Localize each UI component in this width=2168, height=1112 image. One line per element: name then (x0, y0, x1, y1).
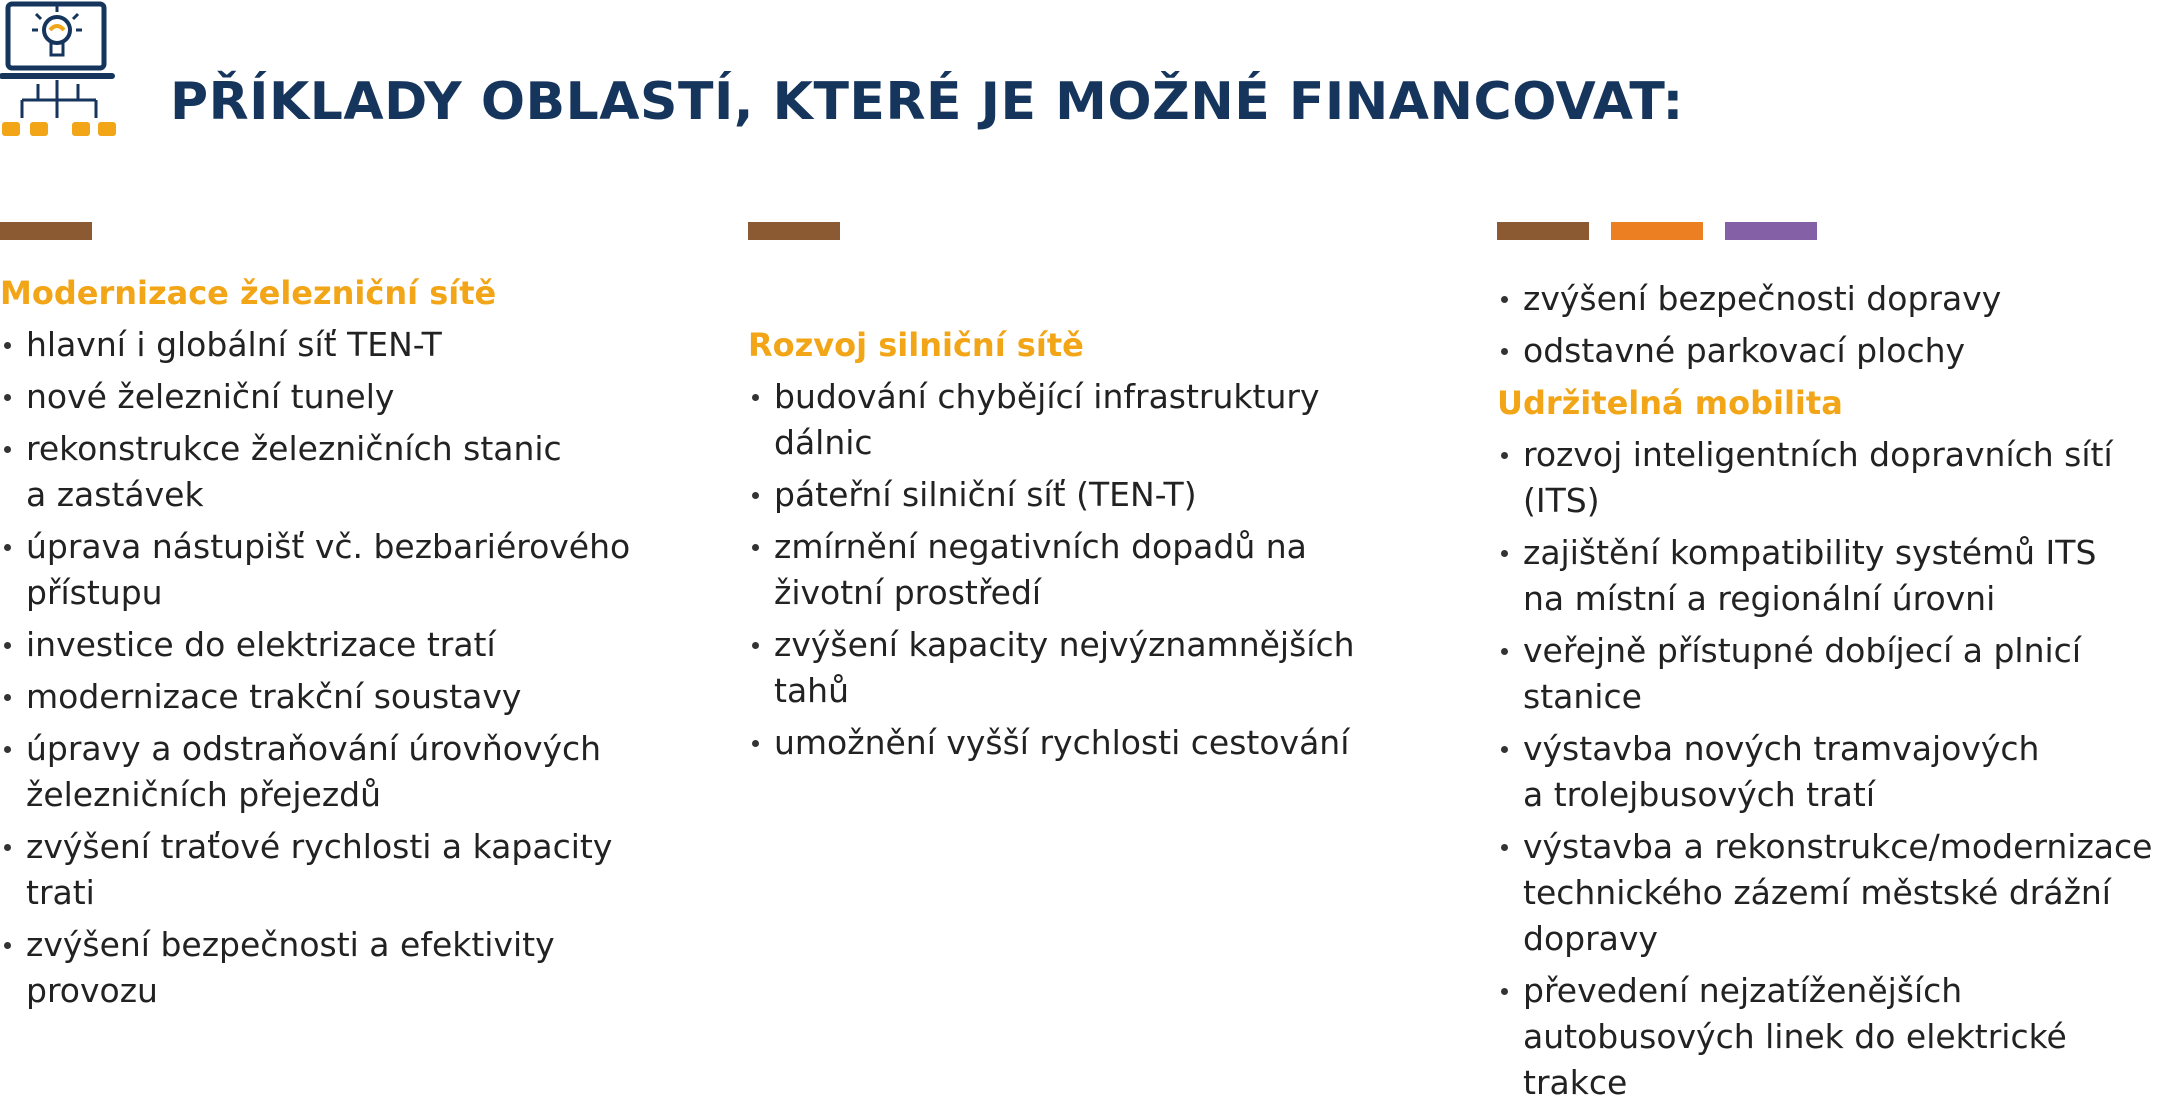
road-continued-list (1497, 276, 2167, 374)
list-item (748, 720, 1398, 766)
list-item-text: odstavné parkovací plochy (1523, 331, 1966, 370)
list-item-text: modernizace trakční soustavy (26, 677, 522, 716)
list-item-text: nové železniční tunely (26, 377, 395, 416)
bullet-icon (752, 394, 759, 401)
color-bar-brown (748, 222, 840, 240)
list-item (1497, 530, 2167, 622)
section-heading: Modernizace železniční sítě (0, 274, 497, 312)
color-bar-purple (1725, 222, 1817, 240)
list-item-text: veřejně přístupné dobíjecí a plnicí stanice (1523, 631, 2081, 716)
bullet-icon (752, 544, 759, 551)
list-item-text: úprava nástupišť vč. bezbariérového přístupu (26, 527, 631, 612)
railway-section (0, 270, 700, 1020)
list-item (0, 674, 700, 720)
bullet-icon (1501, 348, 1508, 355)
bullet-icon (1501, 452, 1508, 459)
list-item (0, 322, 700, 368)
list-item-text: zvýšení traťové rychlosti a kapacity trati (26, 827, 613, 912)
list-item (0, 824, 700, 916)
bullet-icon (4, 694, 11, 701)
list-item (1497, 968, 2167, 1106)
list-item (0, 922, 700, 1014)
bullet-icon (4, 446, 11, 453)
mobility-section (1497, 276, 2167, 1112)
bullet-icon (1501, 648, 1508, 655)
bullet-icon (752, 642, 759, 649)
color-bars (1497, 222, 1817, 240)
list-item-text: zvýšení kapacity nejvýznamnějších tahů (774, 625, 1355, 710)
lightbulb-laptop-network-icon (0, 0, 120, 140)
bullet-icon (4, 746, 11, 753)
mobility-list (1497, 432, 2167, 1106)
list-item (1497, 628, 2167, 720)
list-item (1497, 726, 2167, 818)
road-section (748, 322, 1398, 772)
bullet-icon (1501, 844, 1508, 851)
list-item (1497, 824, 2167, 962)
list-item-text: páteřní silniční síť (TEN-T) (774, 475, 1197, 514)
color-bar-brown (0, 222, 92, 240)
bullet-icon (4, 544, 11, 551)
list-item-text: úpravy a odstraňování úrovňových železničních přejezdů (26, 729, 602, 814)
section-heading: Udržitelná mobilita (1497, 384, 1843, 422)
list-item (748, 524, 1398, 616)
color-bars (748, 222, 840, 240)
bullet-icon (1501, 988, 1508, 995)
list-item-text: budování chybějící infrastruktury dálnic (774, 377, 1320, 462)
list-item (1497, 432, 2167, 524)
bullet-icon (1501, 296, 1508, 303)
list-item-text: zajištění kompatibility systémů ITS na místní a regionální úrovni (1523, 533, 2097, 618)
list-item (0, 622, 700, 668)
page-title: PŘÍKLADY OBLASTÍ, KTERÉ JE MOŽNÉ FINANCOVAT: (170, 72, 1684, 132)
list-item-text: výstavba a rekonstrukce/modernizace technického zázemí městské drážní dopravy (1523, 827, 2153, 958)
list-item (0, 524, 700, 616)
list-item-text: zvýšení bezpečnosti a efektivity provozu (26, 925, 555, 1010)
list-item-text: zmírnění negativních dopadů na životní prostředí (774, 527, 1307, 612)
list-item (748, 374, 1398, 466)
bullet-icon (4, 394, 11, 401)
list-item (1497, 276, 2167, 322)
bullet-icon (1501, 746, 1508, 753)
list-item (748, 622, 1398, 714)
list-item-text: rozvoj inteligentních dopravních sítí (ITS) (1523, 435, 2113, 520)
list-item (748, 472, 1398, 518)
color-bars (0, 222, 92, 240)
list-item (0, 426, 700, 518)
section-heading: Rozvoj silniční sítě (748, 326, 1084, 364)
color-bar-orange (1611, 222, 1703, 240)
bullet-icon (752, 740, 759, 747)
color-bar-brown (1497, 222, 1589, 240)
list-item (0, 726, 700, 818)
list-item-text: rekonstrukce železničních stanic a zastávek (26, 429, 562, 514)
road-list (748, 374, 1398, 766)
bullet-icon (4, 844, 11, 851)
bullet-icon (4, 642, 11, 649)
bullet-icon (4, 342, 11, 349)
list-item-text: zvýšení bezpečnosti dopravy (1523, 279, 2002, 318)
bullet-icon (1501, 550, 1508, 557)
list-item-text: umožnění vyšší rychlosti cestování (774, 723, 1350, 762)
list-item-text: výstavba nových tramvajových a trolejbusových tratí (1523, 729, 2040, 814)
list-item (1497, 328, 2167, 374)
list-item-text: převedení nejzatíženějších autobusových linek do elektrické trakce (1523, 971, 2067, 1102)
list-item-text: investice do elektrizace tratí (26, 625, 496, 664)
bullet-icon (4, 942, 11, 949)
list-item-text: hlavní i globální síť TEN-T (26, 325, 442, 364)
bullet-icon (752, 492, 759, 499)
railway-list (0, 322, 700, 1014)
list-item (0, 374, 700, 420)
